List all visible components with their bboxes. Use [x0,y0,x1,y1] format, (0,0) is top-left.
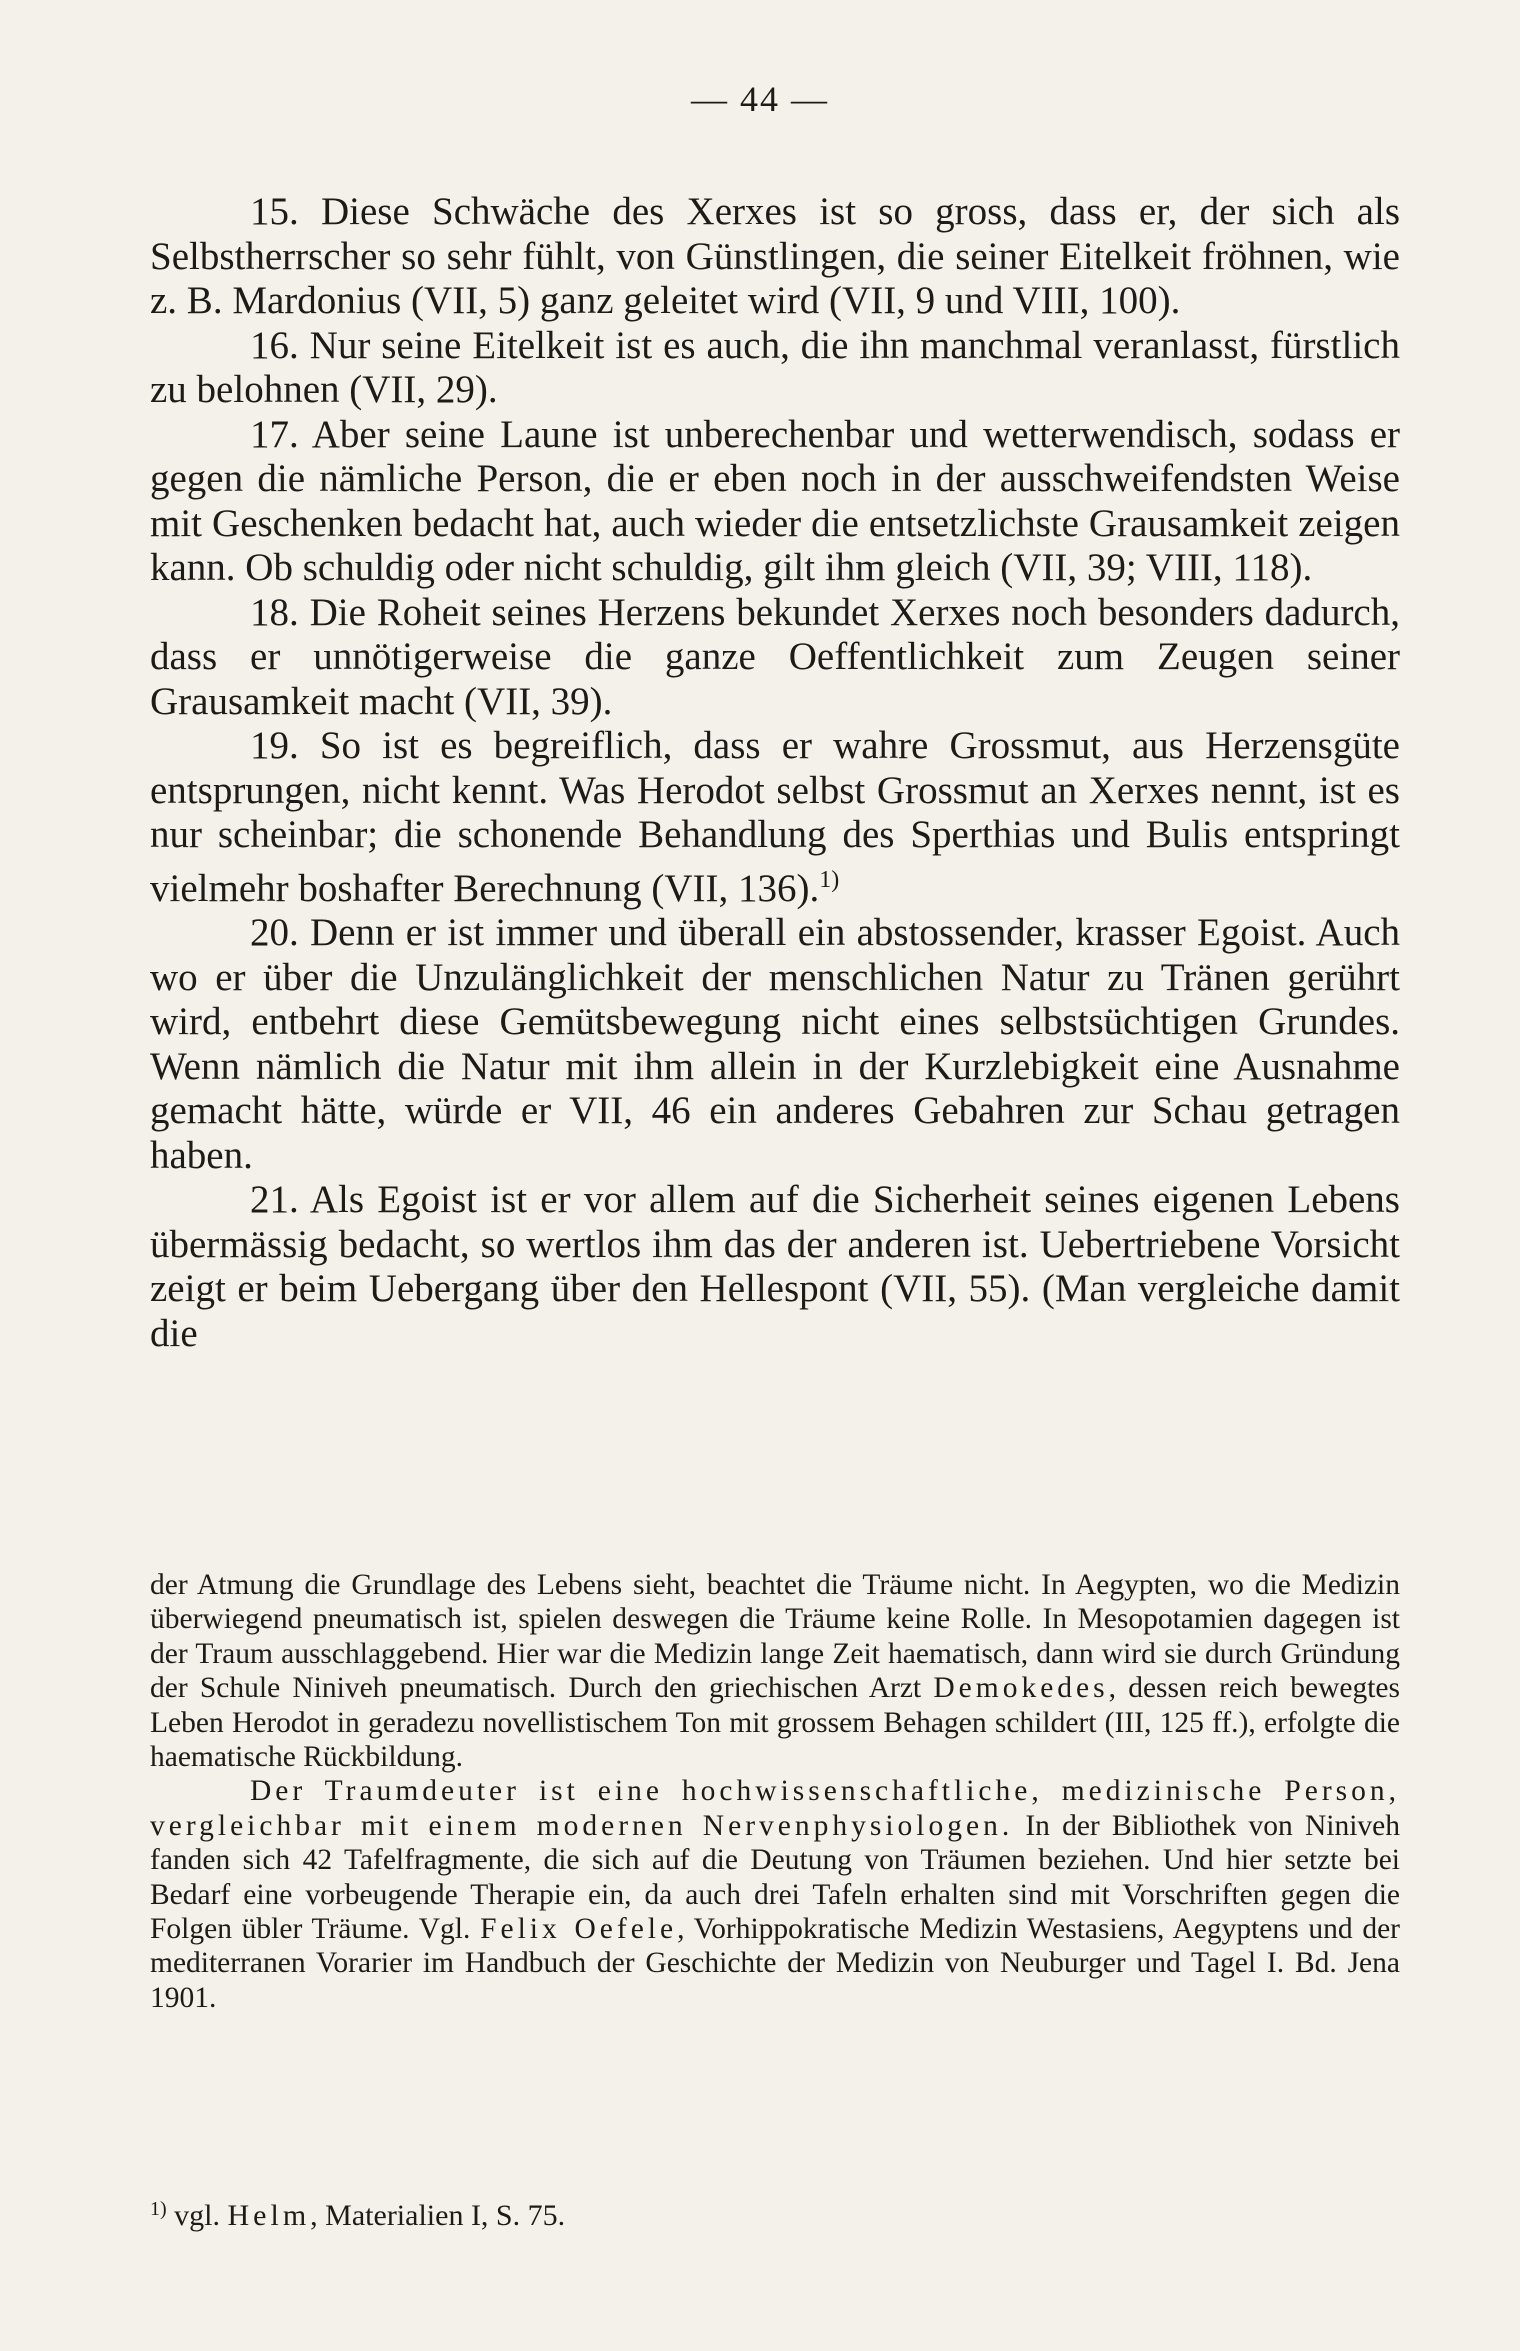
note-2-name: Felix Oefele [480,1913,678,1946]
footnote-text: vgl. [166,2199,228,2232]
continued-note [150,1568,1400,2015]
note-1-name: Demokedes [933,1672,1109,1705]
paragraph-20: 20. Denn er ist immer und überall ein abstossender, krasser Egoist. Auch wo er über die Unzulänglichkeit der menschlichen Natur zu Tränen gerührt wird, entbehrt diese Gemütsbewegung nicht eines selbstsüchtigen Grundes. Wenn nämlich die Natur mit ihm allein in der Kurzlebigkeit eine Ausnahme gemacht hätte, würde er VII, 46 ein anderes Gebahren zur Schau getragen haben. [150,911,1400,1177]
footnote-author: Helm [227,2199,311,2232]
paragraph-18: 18. Die Roheit seines Herzens bekundet Xerxes noch besonders dadurch, dass er unnötigerweise die ganze Oeffentlichkeit zum Zeugen seiner Grausamkeit macht (VII, 39). [150,590,1400,723]
note-paragraph-2 [150,1774,1400,2015]
note-2-text-b: , Vorhippokratische Medizin Westasiens, Aegyptens und der mediterranen Vorarier im Handbuch der Geschichte der Medizin von Neuburger und Tagel I. Bd. Jena 1901. [150,1913,1401,2014]
footnote-mark: 1) [150,2198,167,2220]
note-paragraph-1 [150,1568,1400,1774]
paragraph-21: 21. Als Egoist ist er vor allem auf die Sicherheit seines eigenen Lebens übermässig bedacht, so wertlos ihm das der anderen ist. Uebertriebene Vorsicht zeigt er beim Uebergang über den Hellespont (VII, 55). (Man vergleiche damit die [150,1178,1400,1355]
paragraph-16: 16. Nur seine Eitelkeit ist es auch, die ihn manchmal veranlasst, fürstlich zu belohnen (VII, 29). [150,323,1400,411]
note-1-text-a: der Atmung die Grundlage des Lebens sieht, beachtet die Träume nicht. In Aegypten, wo die Medizin überwiegend pneumatisch ist, spielen deswegen die Träume keine Rolle. In Mesopotamien dagegen ist der Traum ausschlaggebend. Hier war die Medizin lange Zeit haematisch, dann wird sie durch Gründung der Schule Niniveh pneumatisch. Durch den griechischen Arzt [150,1569,1400,1705]
main-text [150,190,1400,1356]
footnote [150,2191,1400,2234]
paragraph-19 [150,724,1400,911]
footnote-reference: 1) [819,866,840,893]
note-2-lead: Der Traumdeuter ist eine hochwissenschaftliche, medizinische Person, vergleichbar mit einem modernen Nervenphysiologen. [150,1775,1400,1842]
footnote-rest: , Materialien I, S. 75. [310,2199,566,2232]
note-1-text-b: , dessen reich bewegtes Leben Herodot in geradezu novellistischem Ton mit grossem Behagen schildert (III, 125 ff.), erfolgte die haematische Rückbildung. [150,1672,1400,1774]
paragraph-19-text: 19. So ist es begreiflich, dass er wahre Grossmut, aus Herzensgüte entsprungen, nicht kennt. Was Herodot selbst Grossmut an Xerxes nennt, ist es nur scheinbar; die schonende Behandlung des Sperthias und Bulis entspringt vielmehr boshafter Berechnung (VII, 136). [150,724,1400,910]
paragraph-17: 17. Aber seine Laune ist unberechenbar und wetterwendisch, sodass er gegen die nämliche Person, die er eben noch in der ausschweifendsten Weise mit Geschenken bedacht hat, auch wieder die entsetzlichste Grausamkeit zeigen kann. Ob schuldig oder nicht schuldig, gilt ihm gleich (VII, 39; VIII, 118). [150,412,1400,589]
paragraph-15: 15. Diese Schwäche des Xerxes ist so gross, dass er, der sich als Selbstherrscher so sehr fühlt, von Günstlingen, die seiner Eitelkeit fröhnen, wie z. B. Mardonius (VII, 5) ganz geleitet wird (VII, 9 und VIII, 100). [150,190,1400,322]
page-number: — 44 — [691,79,829,119]
note-2-text-a: In der Bibliothek von Niniveh fanden sich 42 Tafelfragmente, die sich auf die Deutung von Träumen beziehen. Und hier setzte bei Bedarf eine vorbeugende Therapie ein, da auch drei Tafeln erhalten sind mit Vorschriften gegen die Folgen übler Träume. Vgl. [150,1809,1400,1946]
